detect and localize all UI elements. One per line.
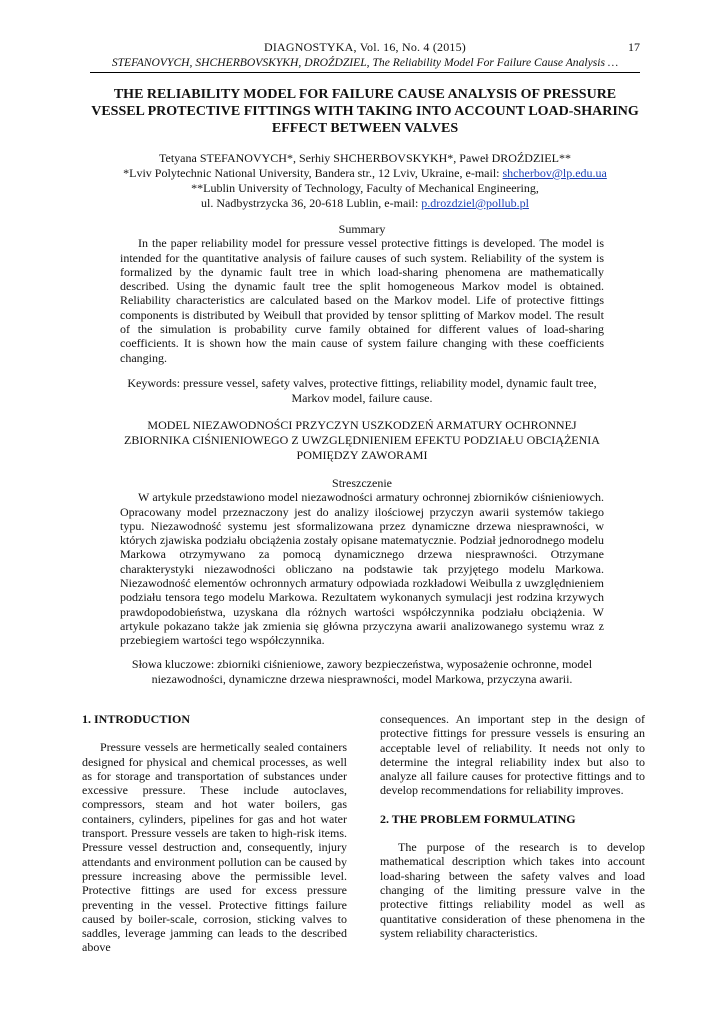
- affiliation-1: [90, 166, 640, 181]
- summary-text: In the paper reliability model for pressure vessel protective fittings is developed. The model is intended for the quantitative analysis of failure causes of such system. Reliability of the system is formalized by the dynamic fault tree in which load-sharing phenomena are mathematically described. Using the dynamic fault tree the split homogeneous Markov model is obtained. Reliability characteristics are calculated based on the Markov model. Life of protective fittings components is distributed by Weibull that provided by tensor splitting of Markov model. The result of the simulation is probability curve family obtained for different values of load-sharing coefficients. It is shown how the main cause of system failure changing with these coefficients changing.: [120, 236, 604, 365]
- english-summary: [120, 222, 604, 365]
- running-title: STEFANOVYCH, SHCHERBOVSKYKH, DROŹDZIEL, The Reliability Model For Failure Cause Analysis …: [111, 56, 619, 69]
- page-number: 17: [628, 40, 640, 54]
- authors-block: [90, 151, 640, 211]
- polish-title: MODEL NIEZAWODNOŚCI PRZYCZYN USZKODZEŃ ARMATURY OCHRONNEJ ZBIORNIKA CIŚNIENIOWEGO Z UWZGLĘDNIENIEM EFEKTU PODZIAŁU OBCIĄŻENIA POMIĘDZY ZAWORAMI: [124, 418, 600, 462]
- polish-keywords: Słowa kluczowe: zbiorniki ciśnieniowe, zawory bezpieczeństwa, wyposażenie ochronne, model niezawodności, dynamiczne drzewa niesprawności, model Markowa, przyczyna awarii.: [131, 657, 593, 686]
- email-link-2[interactable]: p.drozdziel@pollub.pl: [421, 196, 529, 210]
- journal-info: DIAGNOSTYKA, Vol. 16, No. 4 (2015): [263, 40, 467, 54]
- streszczenie-label: Streszczenie: [332, 476, 392, 490]
- email-link-1[interactable]: shcherbov@lp.edu.ua: [502, 166, 607, 180]
- right-column: [380, 712, 645, 940]
- header-divider: [90, 72, 640, 73]
- problem-text: The purpose of the research is to develop mathematical description which takes into account load-sharing between the safety valves and load changing of the limiting pressure valve in the protective fittings reliability model as well as quantitative consideration of these phenomena in the system reliability characteristics.: [380, 840, 645, 940]
- journal-row: [90, 40, 640, 55]
- affiliation-2: [90, 196, 640, 211]
- summary-label: Summary: [338, 222, 386, 236]
- author-names: Tetyana STEFANOVYCH*, Serhiy SHCHERBOVSKYKH*, Paweł DROŹDZIEL**: [159, 151, 571, 165]
- affiliation-1-text: *Lviv Polytechnic National University, Bandera str., 12 Lviv, Ukraine, e-mail:: [123, 166, 500, 180]
- streszczenie-text: W artykule przedstawiono model niezawodności armatury ochronnej zbiorników ciśnieniowych. Opracowany model przeznaczony jest do analizy ilościowej przyczyn awarii systemów takiego typu. Niezawodność systemu jest sformalizowana przez dynamiczne drzewa niesprawności, w których zjawiska podziału obciążenia zostały opisane matematycznie. Podział jednorodnego modelu Markowa otrzymywano za pomocą dynamicznego drzewa niesprawności. Otrzymane charakterystyki niezawodności obliczano na podstawie tak przyjętego modelu Markowa. Niezawodność elementów ochronnych armatury odpowiada rozkładowi Weibulla z uwzględnieniem podziału tensora tego modelu Markowa. Rezultatem wykonanych symulacji jest rodzina krzywych prawdopodobieństwa, uzyskana dla różnych wartości współczynnika podziału obciążenia. W artykule pokazano także jak zmienia się główna przyczyna awarii analizowanego systemu wraz z przebiegiem wartości tego współczynnika.: [120, 490, 604, 648]
- paper-title: THE RELIABILITY MODEL FOR FAILURE CAUSE ANALYSIS OF PRESSURE VESSEL PROTECTIVE FITTINGS WITH TAKING INTO ACCOUNT LOAD-SHARING EFFECT BETWEEN VALVES: [91, 87, 639, 136]
- running-header: [90, 40, 640, 70]
- left-column: [82, 712, 347, 955]
- introduction-heading: 1. INTRODUCTION: [82, 712, 191, 726]
- introduction-continued: consequences. An important step in the design of protective fittings for pressure vessels is ensuring an acceptable level of reliability. It needs not only to determine the integral reliability index but also to analyze all failure causes for protective fittings and to develop recommendations for reliability improves.: [380, 712, 645, 798]
- affiliation-2-line-1: **Lublin University of Technology, Faculty of Mechanical Engineering,: [191, 181, 539, 195]
- introduction-text: Pressure vessels are hermetically sealed containers designed for physical and chemical processes, as well as for storage and transportation of substances under excessive pressure. These include autoclaves, compressors, steam and hot water boilers, gas containers, cylinders, pipelines for gas and hot water transport. Pressure vessels are taken to high-risk items. Pressure vessel destruction and, consequently, injury attendants and environment pollution can be caused by pressure increasing above the permissible level. Protective fittings are used for excess pressure preventing in the vessel. Protective fittings failure caused by boiler-scale, corrosion, sticking valves to saddles, leverage jamming can leads to the described above: [82, 740, 347, 955]
- problem-heading: 2. THE PROBLEM FORMULATING: [380, 811, 576, 826]
- affiliation-2-text: ul. Nadbystrzycka 36, 20-618 Lublin, e-mail:: [201, 196, 419, 210]
- english-keywords: Keywords: pressure vessel, safety valves, protective fittings, reliability model, dynamic fault tree, Markov model, failure cause.: [127, 376, 597, 405]
- polish-summary: [120, 476, 604, 648]
